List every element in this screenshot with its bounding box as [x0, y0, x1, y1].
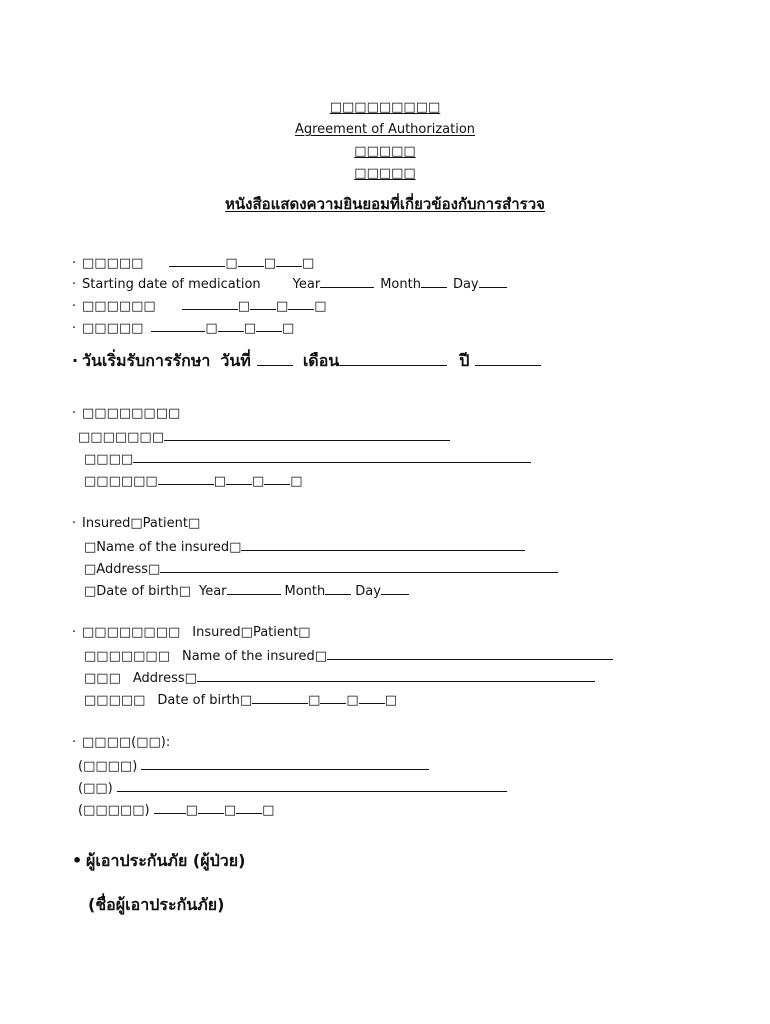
date-row-3-label: □□□□□□: [82, 299, 156, 314]
thai-start-date-row: [72, 349, 541, 371]
section-c-title-cn: □□□□□□□□: [82, 625, 181, 640]
year-blank[interactable]: [154, 801, 186, 814]
section-c-title: [72, 625, 311, 641]
section-c-address-en: Address□: [132, 671, 197, 686]
section-a-dob-row: [84, 472, 303, 490]
box-glyph: □: [252, 474, 265, 489]
day-blank[interactable]: [381, 582, 409, 595]
box-glyph: □: [225, 256, 238, 271]
day-blank[interactable]: [479, 275, 507, 288]
box-glyph: □: [282, 321, 295, 336]
year-blank[interactable]: [227, 582, 281, 595]
section-d-dob-label: (□□□□□): [78, 803, 150, 818]
bullet: ·: [72, 351, 79, 370]
month-blank[interactable]: [421, 275, 447, 288]
thai-day-blank[interactable]: [257, 349, 293, 366]
section-b-name-field[interactable]: [241, 538, 525, 551]
section-b-name-row: [84, 538, 525, 556]
header-title-cn: □□□□□□□□□: [329, 100, 441, 115]
month-blank[interactable]: [218, 319, 244, 332]
bullet: ·: [72, 277, 77, 292]
section-b-title: [72, 516, 200, 532]
date-row-3: [72, 297, 327, 315]
header-title-en: Agreement of Authorization: [294, 122, 476, 137]
bullet: •: [72, 851, 83, 870]
section-c-dob-en: Date of birth□: [157, 693, 253, 708]
date-row-4: [72, 319, 294, 337]
section-b-name-label: □Name of the insured□: [84, 540, 242, 555]
month-blank[interactable]: [226, 472, 252, 485]
year-blank[interactable]: [158, 472, 214, 485]
thai-insured-label: ผู้เอาประกันภัย (ผู้ป่วย): [86, 851, 246, 870]
section-d-name-label: (□□□□): [78, 759, 138, 774]
section-a-dob-label: □□□□□□: [84, 474, 158, 489]
box-glyph: □: [384, 693, 398, 708]
section-d-dob-row: [78, 801, 274, 819]
month-blank[interactable]: [325, 582, 351, 595]
day-blank[interactable]: [276, 254, 302, 267]
year-label: Year: [198, 584, 227, 599]
section-d-title-text: □□□□(□□):: [82, 735, 171, 750]
day-blank[interactable]: [264, 472, 290, 485]
section-c-address-field[interactable]: [197, 669, 595, 682]
box-glyph: □: [185, 803, 198, 818]
box-glyph: □: [205, 321, 218, 336]
box-glyph: □: [308, 693, 321, 708]
day-label: Day: [355, 584, 381, 599]
day-blank[interactable]: [236, 801, 262, 814]
box-glyph: □: [276, 299, 289, 314]
section-d-address-label: (□□): [78, 781, 113, 796]
month-blank[interactable]: [198, 801, 224, 814]
section-a-address-row: [84, 450, 531, 468]
section-b-address-label: □Address□: [84, 562, 161, 577]
box-glyph: □: [263, 256, 277, 271]
box-glyph: □: [237, 299, 250, 314]
box-glyph: □: [243, 321, 257, 336]
day-label: Day: [452, 277, 479, 292]
thai-day-label: วันที่: [220, 351, 251, 370]
month-blank[interactable]: [238, 254, 264, 267]
section-c-title-en: Insured□Patient□: [192, 625, 311, 640]
date-row-2: [72, 275, 507, 293]
thai-name-row: [88, 895, 224, 915]
box-glyph: □: [213, 474, 226, 489]
day-blank[interactable]: [256, 319, 282, 332]
thai-name-label: (ชื่อผู้เอาประกันภัย): [88, 895, 225, 914]
day-blank[interactable]: [288, 297, 314, 310]
section-d-address-field[interactable]: [117, 779, 507, 792]
month-blank[interactable]: [320, 691, 346, 704]
bullet: ·: [72, 735, 77, 750]
day-blank[interactable]: [359, 691, 385, 704]
year-blank[interactable]: [182, 297, 238, 310]
bullet: ·: [72, 256, 77, 271]
section-d-name-field[interactable]: [141, 757, 429, 770]
thai-month-label: เดือน: [302, 351, 340, 370]
section-a-address-label: □□□□: [84, 452, 134, 467]
thai-month-blank[interactable]: [339, 349, 447, 366]
section-d-address-row: [78, 779, 507, 797]
section-c-dob-cn: □□□□□: [84, 693, 146, 708]
box-glyph: □: [223, 803, 237, 818]
section-b-address-field[interactable]: [160, 560, 558, 573]
header-line-3: □□□□□: [354, 144, 416, 159]
year-blank[interactable]: [252, 691, 308, 704]
section-b-title-text: Insured□Patient□: [82, 516, 201, 531]
year-label: Year: [292, 277, 321, 292]
month-label: Month: [380, 277, 421, 292]
section-a-title: [72, 406, 180, 422]
section-a-address-field[interactable]: [133, 450, 531, 463]
bullet: ·: [72, 321, 77, 336]
section-c-address-cn: □□□: [84, 671, 121, 686]
section-a-title-text: □□□□□□□□: [82, 406, 181, 421]
section-b-dob-label: □Date of birth□: [84, 584, 191, 599]
section-b-address-row: [84, 560, 558, 578]
section-b-dob-row: [84, 582, 409, 600]
thai-year-blank[interactable]: [475, 349, 541, 366]
section-d-title: [72, 735, 170, 751]
box-glyph: □: [314, 299, 327, 314]
month-blank[interactable]: [250, 297, 276, 310]
header-line-4: □□□□□: [354, 166, 416, 181]
bullet: ·: [72, 406, 77, 421]
month-label: Month: [284, 584, 326, 599]
section-a-name-field[interactable]: [164, 428, 450, 441]
thai-insured-row: [72, 851, 245, 871]
date-row-1: [72, 254, 314, 272]
date-row-4-label: □□□□□: [82, 321, 144, 336]
date-row-1-label: □□□□□: [82, 256, 144, 271]
header-title-thai: หนังสือแสดงความยินยอมที่เกี่ยวข้องกับการสำรวจ: [225, 195, 545, 213]
year-blank[interactable]: [169, 254, 225, 267]
section-a-name-label: □□□□□□□: [78, 430, 164, 445]
starting-date-label: Starting date of medication: [82, 277, 261, 292]
section-c-name-row: [84, 647, 613, 665]
section-c-dob-row: [84, 691, 397, 709]
box-glyph: □: [302, 256, 315, 271]
box-glyph: □: [262, 803, 275, 818]
section-a-name-row: [78, 428, 450, 446]
box-glyph: □: [290, 474, 303, 489]
bullet: ·: [72, 516, 77, 531]
thai-start-label: วันเริ่มรับการรักษา: [82, 351, 211, 370]
thai-year-label: ปี: [459, 351, 470, 370]
bullet: ·: [72, 299, 77, 314]
year-blank[interactable]: [151, 319, 205, 332]
box-glyph: □: [346, 693, 359, 708]
section-c-address-row: [84, 669, 595, 687]
section-d-name-row: [78, 757, 429, 775]
section-c-name-field[interactable]: [327, 647, 613, 660]
section-c-name-en: Name of the insured□: [181, 649, 328, 664]
bullet: ·: [72, 625, 77, 640]
year-blank[interactable]: [320, 275, 374, 288]
section-c-name-cn: □□□□□□□: [84, 649, 170, 664]
